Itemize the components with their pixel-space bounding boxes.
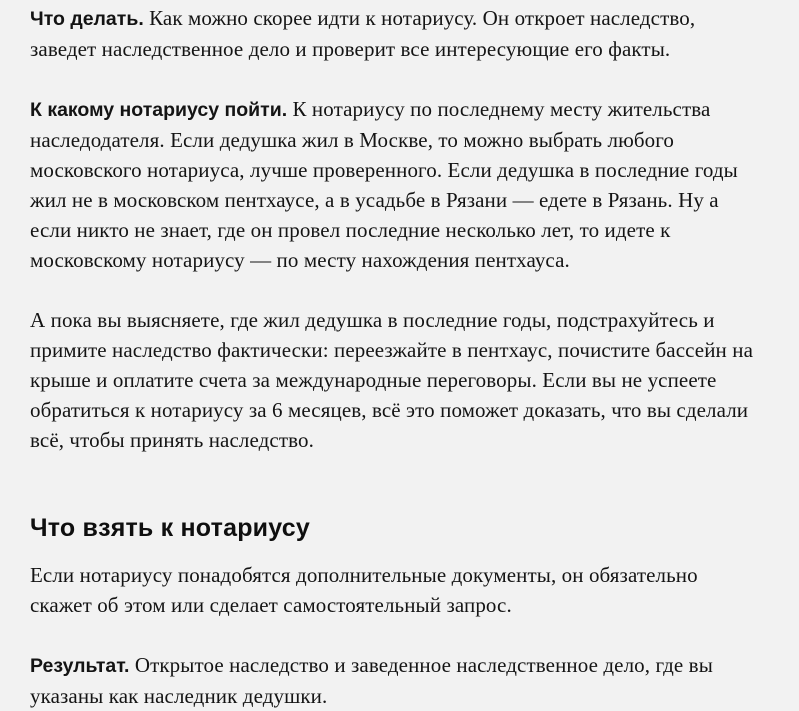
paragraph-text: Если нотариусу понадобятся дополнительные документы, он обязательно скажет об этом или сделает самостоятельный запрос. bbox=[30, 563, 698, 617]
paragraph-text: Открытое наследство и заведенное наследственное дело, где вы указаны как наследник дедушки. bbox=[30, 653, 713, 708]
paragraph bbox=[30, 94, 763, 275]
paragraph-text: Как можно скорее идти к нотариусу. Он откроет наследство, заведет наследственное дело и проверит все интересующие его факты. bbox=[30, 6, 696, 61]
paragraph bbox=[30, 305, 763, 455]
paragraph bbox=[30, 3, 763, 64]
paragraph bbox=[30, 560, 763, 620]
paragraph-text: А пока вы выясняете, где жил дедушка в последние годы, подстрахуйтесь и примите наследство фактически: переезжайте в пентхаус, почистите бассейн на крыше и оплатите счета за международные переговоры. Если вы не успеете обратиться к нотариусу за 6 месяцев, всё это поможет доказать, что вы сделали всё, чтобы принять наследство. bbox=[30, 308, 753, 452]
paragraph-text: К нотариусу по последнему месту жительства наследодателя. Если дедушка жил в Москве, то можно выбрать любого московского нотариуса, лучше проверенного. Если дедушка в последние годы жил не в московском пентхаусе, а в усадьбе в Рязани — едете в Рязань. Ну а если никто не знает, где он провел последние несколько лет, то идете к московскому нотариусу — по месту нахождения пентхауса. bbox=[30, 97, 738, 272]
paragraph-lead: К какому нотариусу пойти. bbox=[30, 99, 288, 121]
paragraph-lead: Результат. bbox=[30, 655, 130, 677]
paragraph-lead: Что делать. bbox=[30, 8, 144, 30]
section-heading: Что взять к нотариусу bbox=[30, 514, 310, 542]
